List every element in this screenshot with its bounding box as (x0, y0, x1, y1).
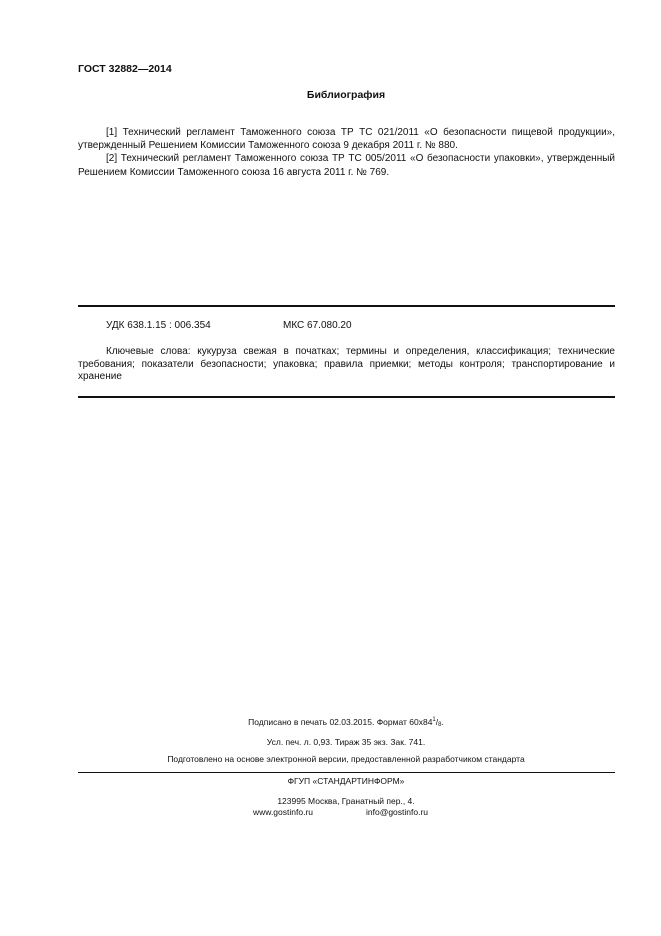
bibliography-list (78, 126, 615, 179)
prepared-note: Подготовлено на основе электронной версии, предоставленной разработчиком стандарта (167, 754, 525, 764)
publisher-website-link[interactable]: www.gostinfo.ru (253, 807, 313, 817)
divider-top (78, 305, 615, 307)
format-denominator: 8 (438, 722, 442, 728)
keywords-block (78, 346, 615, 384)
signed-to-print: Подписано в печать 02.03.2015. Формат $60x84^1/_8$. (248, 717, 444, 728)
imprint-divider (78, 772, 615, 773)
bibliography-item: [1] Технический регламент Таможенного союза ТР ТС 021/2011 «О безопасности пищевой продукции», утвержденный Решением Комиссии Таможенного союза 9 декабря 2011 г. № 880. (78, 127, 615, 152)
divider-bottom (78, 396, 615, 398)
signed-text: Подписано в печать 02.03.2015. Формат 60x84 (248, 717, 433, 727)
keywords-text: Ключевые слова: кукуруза свежая в початках; термины и определения, классификация; технические требования; показатели безопасности; упаковка; правила приемки; методы контроля; транспортирование и хранение (78, 346, 615, 383)
bibliography-item: [2] Технический регламент Таможенного союза ТР ТС 005/2011 «О безопасности упаковки», утвержденный Решением Комиссии Таможенного союза 16 августа 2011 г. № 769. (78, 153, 615, 178)
document-code: ГОСТ 32882—2014 (78, 63, 172, 75)
publisher-address: 123995 Москва, Гранатный пер., 4. (277, 796, 415, 806)
udk-code: УДК 638.1.15 : 006.354 (106, 320, 211, 331)
print-info: Усл. печ. л. 0,93. Тираж 35 экз. Зак. 741. (266, 737, 426, 747)
publisher-email-link[interactable]: info@gostinfo.ru (366, 807, 429, 817)
publisher-name: ФГУП «СТАНДАРТИНФОРМ» (287, 776, 405, 786)
bibliography-title: Библиография (306, 89, 386, 101)
format-numerator: 1 (432, 717, 436, 723)
mks-code: МКС 67.080.20 (283, 320, 352, 331)
